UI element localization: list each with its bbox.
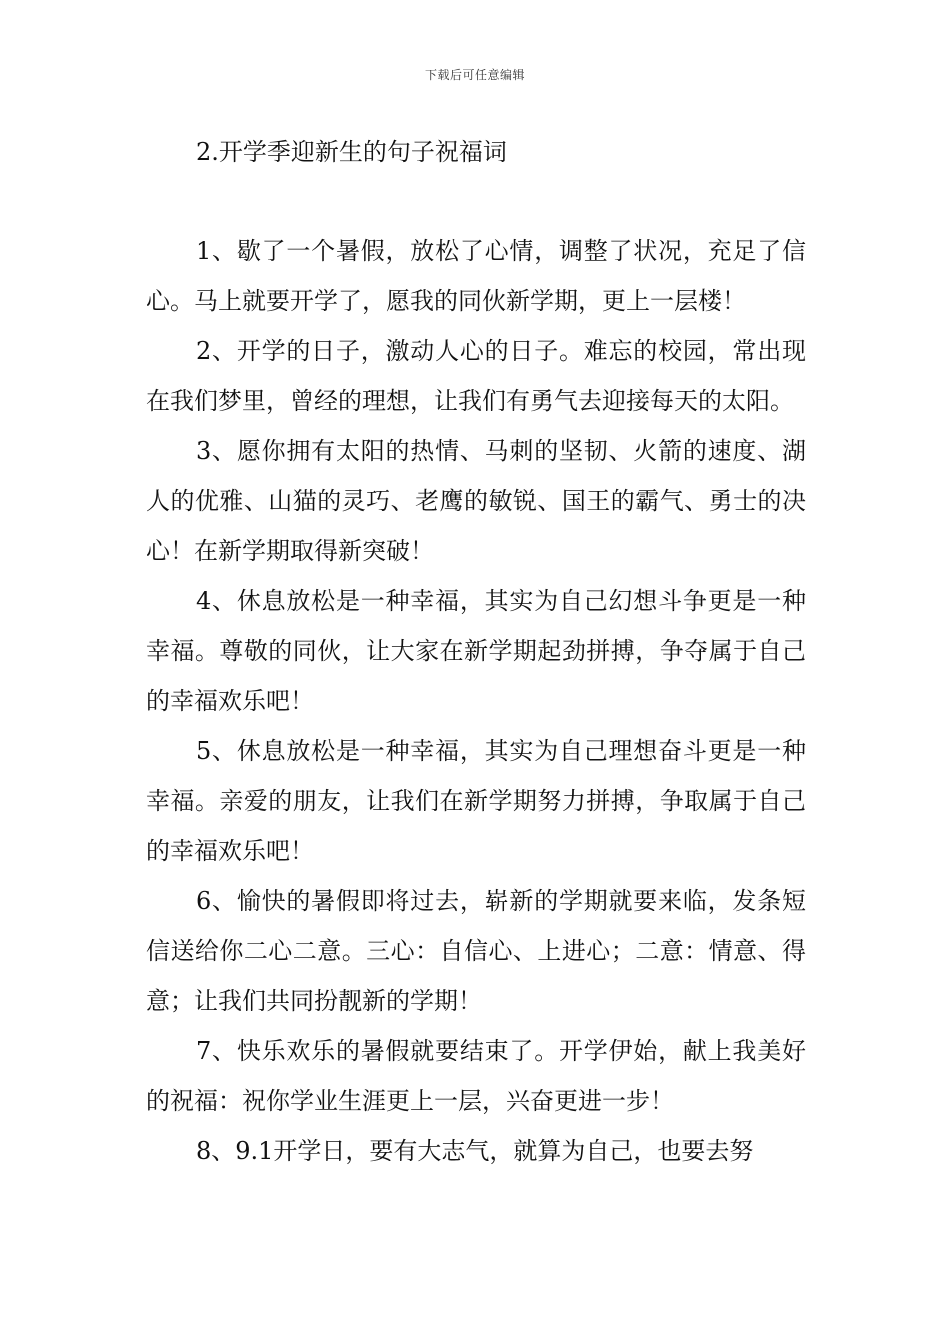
paragraph: 8、9.1开学日，要有大志气，就算为自己，也要去努 <box>196 1137 754 1165</box>
paragraph: 7、快乐欢乐的暑假就要结束了。开学伊始，献上我美好的祝福：祝你学业生涯更上一层，兴奋更进一步！ <box>146 1037 806 1115</box>
document-body <box>146 226 806 1176</box>
paragraph: 3、愿你拥有太阳的热情、马刺的坚韧、火箭的速度、湖人的优雅、山猫的灵巧、老鹰的敏锐、国王的霸气、勇士的决心！在新学期取得新突破！ <box>146 437 806 565</box>
document-title: 2.开学季迎新生的句子祝福词 <box>196 138 507 166</box>
paragraph: 5、休息放松是一种幸福，其实为自己理想奋斗更是一种幸福。亲爱的朋友，让我们在新学期努力拼搏，争取属于自己的幸福欢乐吧！ <box>146 737 806 865</box>
header-note: 下载后可任意编辑 <box>424 68 525 82</box>
paragraph: 2、开学的日子，激动人心的日子。难忘的校园，常出现在我们梦里，曾经的理想，让我们有勇气去迎接每天的太阳。 <box>146 337 806 415</box>
paragraph: 1、歇了一个暑假，放松了心情，调整了状况，充足了信心。马上就要开学了，愿我的同伙新学期，更上一层楼！ <box>146 237 806 315</box>
paragraph: 6、愉快的暑假即将过去，崭新的学期就要来临，发条短信送给你二心二意。三心：自信心、上进心；二意：情意、得意；让我们共同扮靓新的学期！ <box>146 887 806 1015</box>
paragraph: 4、休息放松是一种幸福，其实为自己幻想斗争更是一种幸福。尊敬的同伙，让大家在新学期起劲拼搏，争夺属于自己的幸福欢乐吧！ <box>146 587 806 715</box>
